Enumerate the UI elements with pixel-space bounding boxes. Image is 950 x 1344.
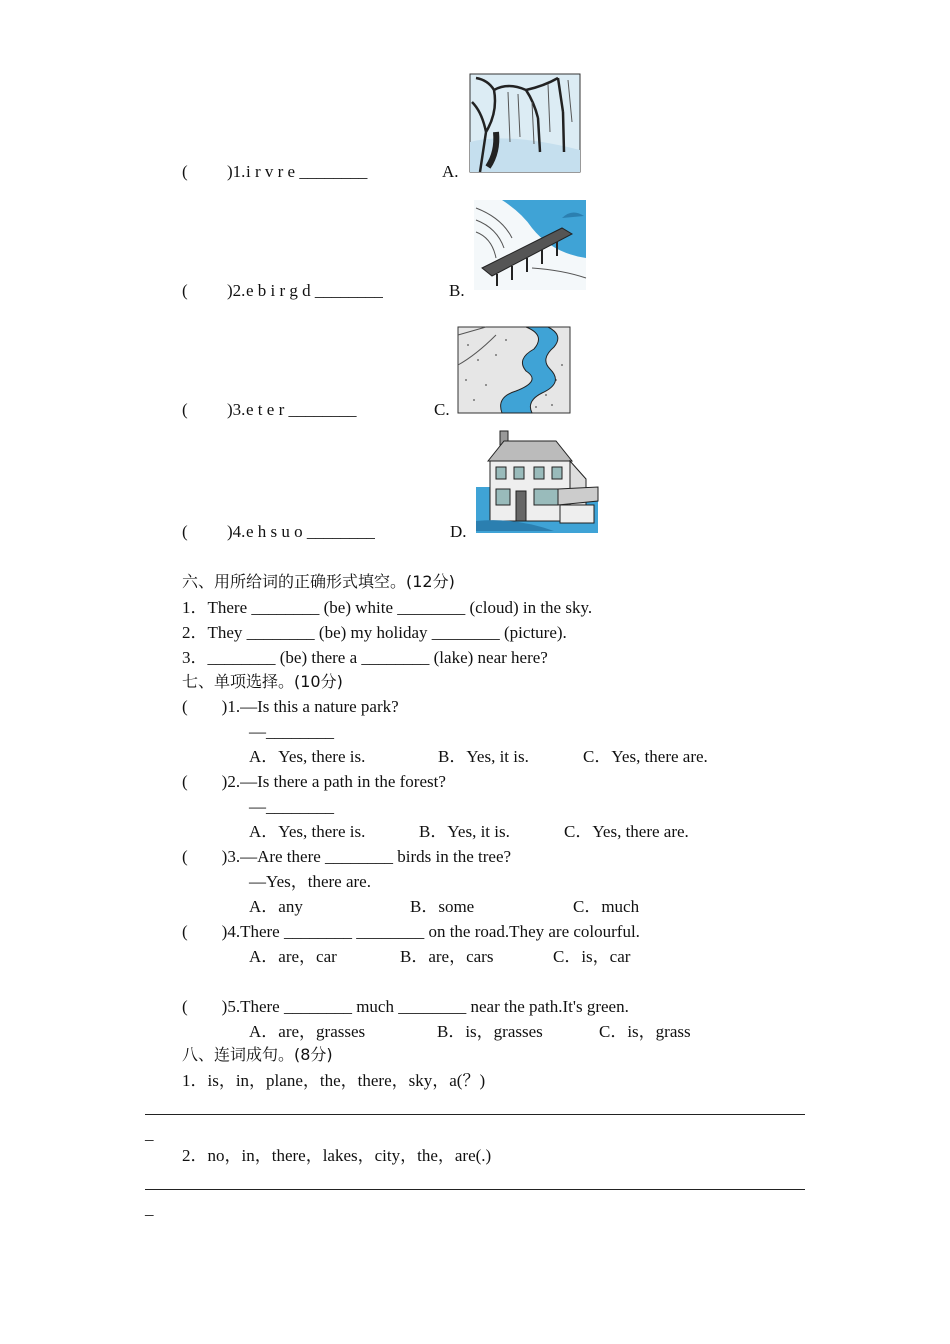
mc-q5-option-b: B．is，grasses [437, 1022, 543, 1041]
paren-1: ( [182, 162, 188, 181]
fill-line-1: 1．There ________ (be) white ________ (cloud) in the sky. [182, 598, 593, 617]
mc-q5-option-a: A．are，grasses [249, 1022, 366, 1041]
mc-q3-reply: —Yes，there are. [249, 872, 371, 891]
item-3-word: e t e r ________ [246, 400, 357, 419]
mc-q5-option-c: C．is，grass [599, 1022, 691, 1041]
mc-q2-reply: —________ [249, 797, 334, 816]
mc-q2-stem: ( )2.—Is there a path in the forest? [182, 772, 446, 791]
river-picture [456, 325, 573, 415]
mc-q5-stem: ( )5.There ________ much ________ near the path.It's green. [182, 997, 629, 1016]
mc-q4-option-c: C．is，car [553, 947, 631, 966]
mc-q3-option-b: B．some [410, 897, 475, 916]
mc-q1-option-a: A．Yes, there is. [249, 747, 366, 766]
section-8-title: 八、连词成句。(8分) [182, 1045, 333, 1064]
mc-q4-option-b: B．are，cars [400, 947, 494, 966]
mc-q1-reply: —________ [249, 722, 334, 741]
option-b-label: B. [449, 281, 465, 300]
item-4-num: )4. [227, 522, 246, 541]
mc-q1-option-b: B．Yes, it is. [438, 747, 529, 766]
fill-line-3: 3．________ (be) there a ________ (lake) near here? [182, 648, 548, 667]
mc-q2-option-b: B．Yes, it is. [419, 822, 510, 841]
bridge-picture [472, 198, 588, 292]
fill-line-2: 2．They ________ (be) my holiday ________ (picture). [182, 623, 567, 642]
tree-picture [468, 72, 583, 175]
option-c-label: C. [434, 400, 450, 419]
mc-q2-option-a: A．Yes, there is. [249, 822, 366, 841]
mc-q4-option-a: A．are，car [249, 947, 337, 966]
mc-q1-option-c: C．Yes, there are. [583, 747, 708, 766]
mc-q4-stem: ( )4.There ________ ________ on the road.They are colourful. [182, 922, 640, 941]
mc-q3-option-c: C．much [573, 897, 640, 916]
answer-line-2-tail: _ [145, 1199, 154, 1218]
mc-q3-option-a: A．any [249, 897, 303, 916]
answer-line-2 [145, 1189, 805, 1190]
paren-4: ( [182, 522, 188, 541]
item-4-word: e h s u o ________ [246, 522, 375, 541]
mc-q2-option-c: C．Yes, there are. [564, 822, 689, 841]
item-1-word: i r v r e ________ [246, 162, 368, 181]
item-2-num: )2. [227, 281, 246, 300]
house-picture [474, 427, 600, 535]
order-q2: 2．no，in，there，lakes，city，the，are(.) [182, 1146, 492, 1165]
paren-2: ( [182, 281, 188, 300]
section-7-title: 七、单项选择。(10分) [182, 672, 343, 691]
item-3-num: )3. [227, 400, 246, 419]
item-2-word: e b i r g d ________ [246, 281, 383, 300]
mc-q3-stem: ( )3.—Are there ________ birds in the tree? [182, 847, 512, 866]
mc-q1-stem: ( )1.—Is this a nature park? [182, 697, 399, 716]
item-1-num: )1. [227, 162, 246, 181]
option-a-label: A. [442, 162, 459, 181]
answer-line-1 [145, 1114, 805, 1115]
option-d-label: D. [450, 522, 467, 541]
paren-3: ( [182, 400, 188, 419]
section-6-title: 六、用所给词的正确形式填空。(12分) [182, 572, 455, 591]
order-q1: 1．is，in，plane，the，there，sky，a(？) [182, 1071, 486, 1090]
answer-line-1-tail: _ [145, 1124, 154, 1143]
